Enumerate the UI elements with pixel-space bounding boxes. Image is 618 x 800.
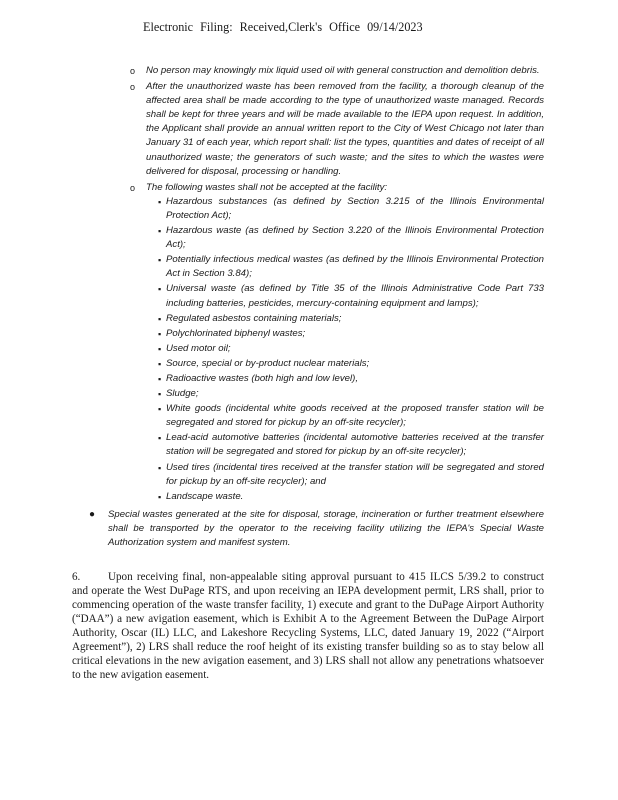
excluded-waste-item: ▪ Used motor oil; [166, 342, 544, 356]
paragraph-number: 6. [72, 571, 81, 584]
excluded-waste-item: ▪ Potentially infectious medical wastes (as defined by the Illinois Environmental Protection Act in Section 3.84); [166, 253, 544, 281]
sub-item-list [146, 64, 544, 504]
special-wastes-bullet [89, 508, 544, 550]
paragraph-6-text: Upon receiving final, non-appealable siting approval pursuant to 415 ILCS 5/39.2 to construct and operate the West DuPage RTS, and upon receiving an IEPA development permit, LRS shall, prior to commencing operation of the waste transfer facility, 1) execute and grant to the DuPage Airport Authority (“DAA”) a new avigation easement, which is Exhibit A to the Agreement Between the DuPage Airport Authority, Oscar (IL) LLC, and Lakeshore Recycling Systems, LLC, dated January 19, 2022 (“Airport Agreement”), 2) LRS shall reduce the roof height of its existing transfer building so as to stay below all critical elevations in the new avigation easement, and 3) LRS shall not allow any penetrations whatsoever to the new avigation easement. [72, 571, 544, 682]
excluded-waste-item: ▪ Hazardous waste (as defined by Section 3.220 of the Illinois Environmental Protection Act); [166, 224, 544, 252]
excluded-waste-item: ▪ Sludge; [166, 387, 544, 401]
excluded-waste-item: ▪ White goods (incidental white goods received at the proposed transfer station will be segregated and stored for pickup by an off-site recycler); [166, 402, 544, 430]
sub-item-excluded-wastes [146, 181, 544, 504]
special-wastes-text: Special wastes generated at the site for disposal, storage, incineration or further treatment elsewhere shall be transported by the operator to the receiving facility utilizing the IEPA's Special Waste Authorization system and manifest system. [108, 508, 544, 548]
sub-item-used-oil: o No person may knowingly mix liquid used oil with general construction and demolition debris. [146, 64, 544, 78]
excluded-waste-item: ▪ Lead-acid automotive batteries (incidental automotive batteries received at the transfer station will be segregated and stored for pickup by an off-site recycler); [166, 431, 544, 459]
filing-header: Electronic Filing: Received,Clerk's Office 09/14/2023 [143, 20, 423, 34]
excluded-waste-list [166, 195, 544, 504]
excluded-waste-item: ▪ Polychlorinated biphenyl wastes; [166, 327, 544, 341]
excluded-intro: The following wastes shall not be accepted at the facility: [146, 181, 388, 193]
excluded-waste-item: ▪ Radioactive wastes (both high and low level), [166, 372, 544, 386]
excluded-waste-item: ▪ Source, special or by-product nuclear materials; [166, 357, 544, 371]
paragraph-6 [72, 570, 544, 682]
excluded-waste-item: ▪ Regulated asbestos containing materials; [166, 312, 544, 326]
sub-item-cleanup: o After the unauthorized waste has been removed from the facility, a thorough cleanup of the affected area shall be made according to the type of unauthorized waste managed. Records shall be kept for three years and will be made available to the IEPA upon request. In addition, the Applicant shall provide an annual written report to the City of West Chicago not later than January 31 of each year, which report shall: list the types, quantities and dates of receipt of all unauthorized waste; the generators of such waste; and the sites to which the wastes were delivered for disposal, processing or handling. [146, 80, 544, 179]
excluded-waste-item: ▪ Used tires (incidental tires received at the transfer station will be segregated and stored for pickup by an off-site recycler); and [166, 461, 544, 489]
excluded-waste-item: ▪ Hazardous substances (as defined by Section 3.215 of the Illinois Environmental Protection Act); [166, 195, 544, 223]
document-body [0, 64, 618, 682]
excluded-waste-item: ▪ Universal waste (as defined by Title 35 of the Illinois Administrative Code Part 733 including batteries, pesticides, mercury-containing equipment and lamps); [166, 282, 544, 310]
bullet-dot-icon: ● [89, 508, 96, 520]
excluded-waste-item: ▪ Landscape waste. [166, 490, 544, 504]
